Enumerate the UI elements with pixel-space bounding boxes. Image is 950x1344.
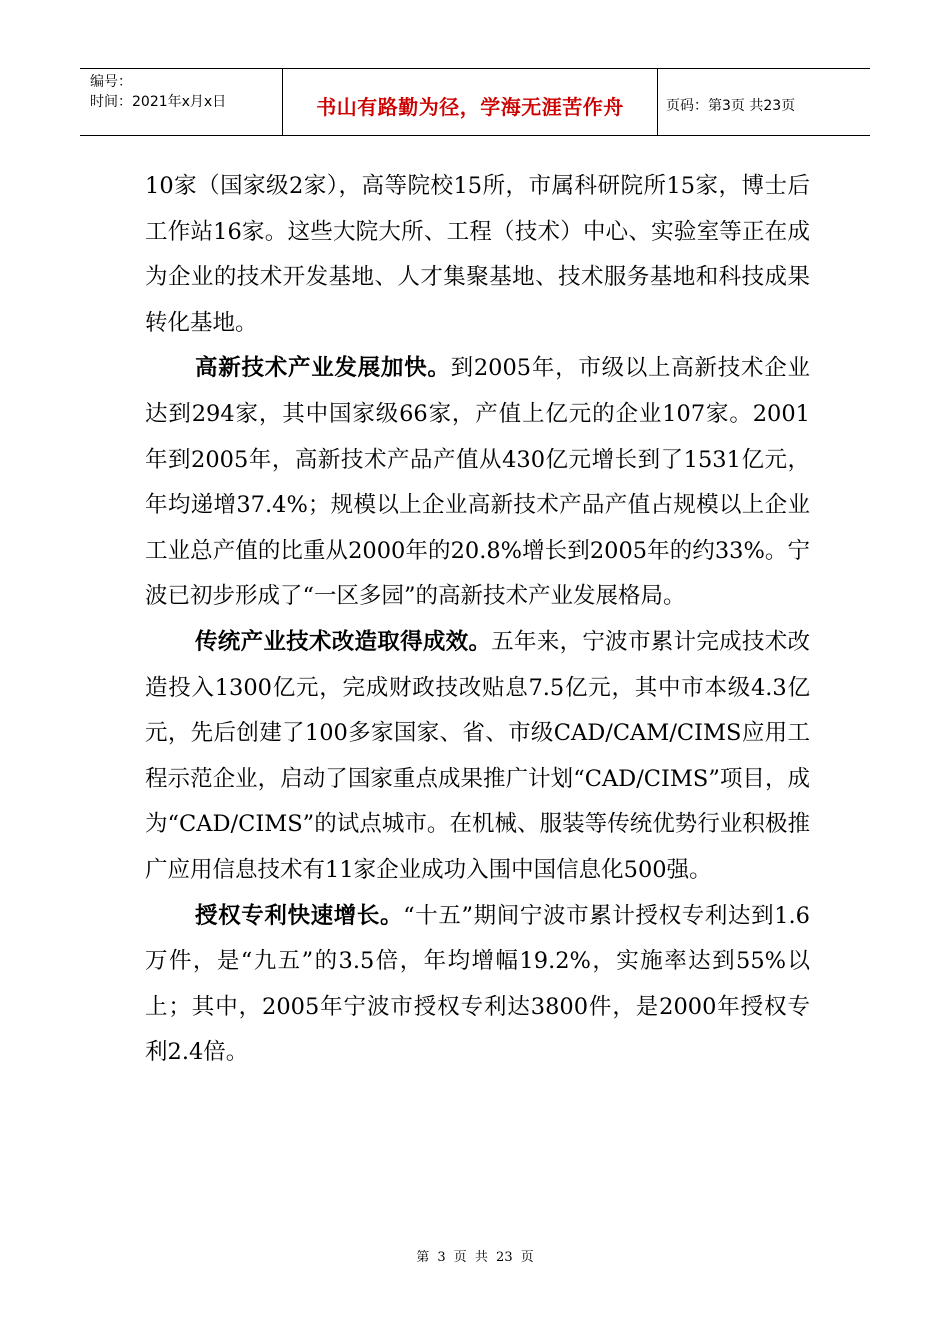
page-header xyxy=(80,68,870,136)
paragraph-text: 五年来，宁波市累计完成技术改造投入1300亿元，完成财政技改贴息7.5亿元，其中市本级4.3亿元，先后创建了100多家国家、省、市级CAD/CAM/CIMS应用工程示范企业，启动了国家重点成果推广计划“CAD/CIMS”项目，成为“CAD/CIMS”的试点城市。在机械、服装等传统优势行业积极推广应用信息技术有11家企业成功入围中国信息化500强。 xyxy=(145,628,810,883)
paragraph-traditional-industry xyxy=(145,620,810,894)
header-page-info: 页码：第3页 共23页 xyxy=(666,98,796,114)
paragraph-heading: 传统产业技术改造取得成效。 xyxy=(195,628,492,655)
paragraph-text: 10家（国家级2家），高等院校15所，市属科研院所15家，博士后工作站16家。这些大院大所、工程（技术）中心、实验室等正在成为企业的技术开发基地、人才集聚基地、技术服务基地和科技成果转化基地。 xyxy=(145,173,810,336)
paragraph-text: 到2005年，市级以上高新技术企业达到294家，其中国家级66家，产值上亿元的企业107家。2001年到2005年，高新技术产品产值从430亿元增长到了1531亿元，年均递增37.4%；规模以上企业高新技术产品产值占规模以上企业工业总产值的比重从2000年的20.8%增长到2005年的约33%。宁波已初步形成了“一区多园”的高新技术产业发展格局。 xyxy=(145,355,810,610)
page-footer: 第 3 页 共 23 页 xyxy=(416,1250,534,1265)
serial-number-label: 编号： xyxy=(90,74,132,90)
paragraph-heading: 授权专利快速增长。 xyxy=(195,902,404,929)
paragraph-text: “十五”期间宁波市累计授权专利达到1.6万件，是“九五”的3.5倍，年均增幅19.2%，实施率达到55%以上；其中，2005年宁波市授权专利达3800件，是2000年授权专利2.4倍。 xyxy=(145,902,810,1066)
document-body xyxy=(145,164,810,1076)
paragraph-heading: 高新技术产业发展加快。 xyxy=(195,355,451,382)
header-meta-cell xyxy=(80,69,283,135)
paragraph-patents xyxy=(145,894,810,1076)
header-motto: 书山有路勤为径，学海无涯苦作舟 xyxy=(283,69,658,135)
paragraph-high-tech-industry xyxy=(145,346,810,620)
date-label: 时间：2021年x月x日 xyxy=(90,94,227,110)
paragraph-research-institutions xyxy=(145,164,810,346)
